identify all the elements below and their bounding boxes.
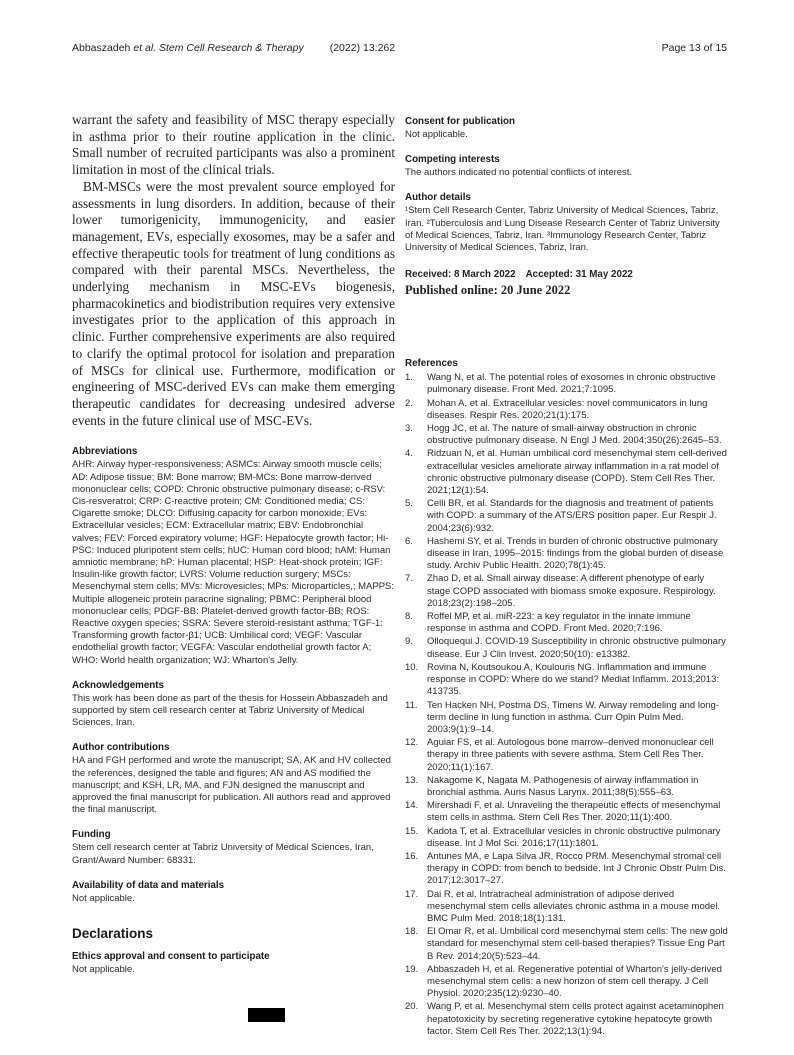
section-heading-competing-interests: Competing interests: [405, 154, 500, 166]
reference-text: Mohan A, et al. Extracellular vesicles: novel communicators in lung diseases. Respir Res. 2020;21(1):175.: [427, 397, 708, 421]
reference-number: 13.: [405, 774, 419, 786]
received-date: Received: 8 March 2022: [405, 269, 516, 281]
section-heading-abbreviations: Abbreviations: [72, 446, 138, 458]
reference-item: [405, 423, 728, 447]
reference-item: [405, 536, 728, 573]
reference-text: Rovina N, Koutsoukou A, Koulouris NG. Inflammation and immune response in COPD: Where do we stand? Mediat Inflamm. 2013;2013: 413735.: [427, 661, 720, 698]
reference-number: 1.: [405, 372, 413, 384]
reference-number: 16.: [405, 850, 419, 862]
reference-number: 20.: [405, 1001, 419, 1013]
reference-text: El Omar R, et al. Umbilical cord mesenchymal stem cells: The new gold standard for mesenchymal stem cell-based therapies? Tissue Eng Part B Rev. 2014;20(5):523–44.: [427, 926, 728, 962]
header-page-number: Page 13 of 15: [661, 42, 727, 54]
reference-text: Kadota T, et al. Extracellular vesicles in chronic obstructive pulmonary disease. Int J Mol Sci. 2016;17(11):1801.: [427, 825, 721, 849]
reference-text: Ten Hacken NH, Postma DS, Timens W. Airway remodeling and long-term decline in lung function in asthma. Curr Opin Pulm Med. 2003;9(1):9–14.: [427, 699, 719, 735]
reference-text: Zhao D, et al. Small airway disease: A different phenotype of early stage COPD associated with biomass smoke exposure. Respirology. 2018;23(2):198–205.: [427, 573, 716, 609]
author-details-text: ¹Stem Cell Research Center, Tabriz University of Medical Sciences, Tabriz, Iran. ²Tuberculosis and Lung Disease Research Center of Tabriz University of Medical Sciences, Tabriz, Iran. ³Immunology Research Center, Tabriz University of Medical Sciences, Tabriz, Iran.: [405, 205, 720, 254]
reference-number: 7.: [405, 573, 413, 585]
reference-text: Hashemi SY, et al. Trends in burden of chronic obstructive pulmonary disease in Iran, 1995–2015: findings from the global burden of disease study. Archiv Public Health. 2020;78(1):45.: [427, 535, 724, 572]
left-column: [72, 112, 395, 976]
reference-item: [405, 573, 728, 610]
article-conclusion-text: [72, 112, 395, 429]
reference-number: 6.: [405, 535, 413, 547]
header-journal: et al. Stem Cell Research & Therapy: [133, 42, 304, 54]
received-accepted-line: [405, 269, 728, 280]
reference-number: 15.: [405, 825, 419, 837]
section-heading-author-details: Author details: [405, 192, 471, 204]
reference-item: [405, 851, 728, 888]
reference-text: Olloquequi J. COVID-19 Susceptibility in chronic obstructive pulmonary disease. Eur J Clin Invest. 2020;50(10): e13382.: [427, 636, 726, 660]
reference-number: 2.: [405, 397, 413, 409]
reference-text: Wang N, et al. The potential roles of exosomes in chronic obstructive pulmonary disease. Front Med. 2021;7:1095.: [427, 372, 716, 396]
reference-number: 9.: [405, 636, 413, 648]
consent-text: Not applicable.: [405, 129, 468, 140]
header-citation: [72, 42, 395, 54]
reference-number: 19.: [405, 963, 419, 975]
article-dates: [405, 269, 728, 298]
section-heading-acknowledgements: Acknowledgements: [72, 679, 165, 691]
section-heading-consent: Consent for publication: [405, 116, 515, 127]
section-heading-author-contributions: Author contributions: [72, 742, 170, 754]
reference-number: 11.: [405, 699, 418, 711]
paragraph: BM-MSCs were the most prevalent source employed for assessments in lung disorders. In addition, because of their lower tumorigenicity, immunogenicity, and easier management, EVs, especially exosomes, may be a safer and effective therapeutic tools for treatment of lung conditions as compared with their parental MSCs. Nevertheless, the underlying mechanism in MSC-EVs biogenesis, pharmacokinetics and biodistribution requires very extensive investigates prior to the application of this approach in clinic. Further comprehensive experiments are also required to clarify the optimal protocol for isolation and preparation of MSCs for clinical use. Furthermore, modification or engineering of MSC-derived EVs can make them emerging therapeutic candidates for decreasing undesired adverse events in the future clinical use of MSC-EVs.: [72, 178, 395, 428]
reference-number: 12.: [405, 737, 419, 749]
reference-item: [405, 448, 728, 497]
reference-text: Hogg JC, et al. The nature of small-airway obstruction in chronic obstructive pulmonary disease. N Engl J Med. 2004;350(26):2645–53.: [427, 423, 722, 447]
reference-item: [405, 800, 728, 824]
reference-item: [405, 498, 728, 535]
reference-text: Celli BR, et al. Standards for the diagnosis and treatment of patients with COPD: a summary of the ATS/ERS position paper. Eur Respir J. 2004;23(6):932.: [427, 498, 717, 534]
reference-text: Ridzuan N, et al. Human umbilical cord mesenchymal stem cell-derived extracellular vesicles ameliorate airway inflammation in a rat model of chronic obstructive pulmonary disease (COPD). Stem Cell Res Ther. 2021;12(1):54.: [427, 448, 727, 497]
reference-item: [405, 775, 728, 799]
reference-text: Antunes MA, e Lapa Silva JR, Rocco PRM. Mesenchymal stromal cell therapy in COPD: from bench to bedside. Int J Chronic Obstr Pulm Dis. 2017;12:3017–27.: [427, 850, 726, 887]
reference-item: [405, 889, 728, 926]
ethics-text: Not applicable.: [72, 964, 135, 976]
reference-item: [405, 700, 728, 737]
accepted-date: Accepted: 31 May 2022: [525, 269, 633, 281]
reference-item: [405, 636, 728, 660]
running-header: [72, 42, 727, 54]
reference-number: 17.: [405, 888, 419, 900]
reference-number: 8.: [405, 611, 413, 623]
references-list: [405, 372, 728, 1038]
reference-item: [405, 964, 728, 1001]
reference-number: 4.: [405, 448, 413, 460]
funding-text: Stem cell research center at Tabriz University of Medical Sciences, Iran, Grant/Award Number: 68331.: [72, 842, 374, 866]
reference-item: [405, 926, 728, 963]
reference-item: [405, 398, 728, 422]
reference-item: [405, 737, 728, 774]
reference-text: Roffel MP, et al. miR-223: a key regulator in the innate immune response in asthma and COPD. Front Med. 2020;7:196.: [427, 611, 691, 635]
competing-interests-text: The authors indicated no potential conflicts of interest.: [405, 167, 633, 179]
reference-item: [405, 611, 728, 635]
right-column: [405, 112, 728, 1039]
reference-number: 18.: [405, 926, 419, 938]
declarations-heading: Declarations: [72, 926, 154, 942]
reference-item: [405, 662, 728, 699]
section-heading-ethics: Ethics approval and consent to participate: [72, 951, 270, 963]
header-authors: Abbaszadeh: [72, 42, 134, 54]
reference-text: Abbaszadeh H, et al. Regenerative potential of Wharton's jelly-derived mesenchymal stem cells: a new horizon of stem cell therapy. J Cell Physiol. 2020;235(12):9230–40.: [427, 963, 722, 1000]
scan-artifact-box: [248, 1008, 285, 1022]
reference-item: [405, 826, 728, 850]
abbreviations-text: AHR: Airway hyper-responsiveness; ASMCs: Airway smooth muscle cells; AD: Adipose tissue; BM: Bone marrow; BM-MCs: Bone marrow-derived mononuclear cells; COPD: Chronic obstructive pulmonary disease; c-RSV: Cis-resveratrol; CRP: C-reactive protein; CM: Conditioned media; CS: Cigarette smoke; DLCO: Diffusing capacity for carbon monoxide; EVs: Extracellular vesicles; ECM: Extracellular matrix; EBV: Endobronchial valves; FEV: Forced expiratory volume; HGF: Hepatocyte growth factor; Hi-PSC: Induced pluripotent stem cells; hUC: Human cord blood; hAM: Human amniotic membrane; hP: Human placental; HSP: Heat-shock protein; IGF: Insulin-like growth factor; LVRS: Volume reduction surgery; MSCs: Mesenchymal stem cells; MVs: Microvesicles; MPs: Microparticles,; MAPPS: Multiple allogeneic protein paracrine signaling; PBMC: Peripheral blood mononuclear cells; PDGF-BB: Platelet-derived growth factor-BB; ROS: Reactive oxygen species; SSRA: Severe steroid-resistant asthma; TGF-1: Transforming growth factor-β1; UCB: Umbilical cord; VEGF: Vascular endothelial growth factor; VEGFA: Vascular endothelial growth factor A; WHO: World health organization; WJ: Wharton's Jelly.: [72, 459, 395, 666]
reference-number: 5.: [405, 498, 413, 510]
section-heading-funding: Funding: [72, 829, 111, 841]
header-volume: (2022) 13:262: [329, 42, 396, 54]
reference-text: Mirershadi F, et al. Unraveling the therapeutic effects of mesenchymal stem cells in asthma. Stem Cell Res Ther. 2020;11(1):400.: [427, 800, 721, 824]
reference-text: Aguiar FS, et al. Autologous bone marrow–derived mononuclear cell therapy in three patients with severe asthma. Stem Cell Res Ther. 2020;11(1):167.: [427, 737, 714, 773]
acknowledgements-text: This work has been done as part of the thesis for Hossein Abbaszadeh and supported by stem cell research center at Tabriz University of Medical Sciences, Iran.: [72, 692, 388, 729]
reference-text: Dai R, et al. Intratracheal administration of adipose derived mesenchymal stem cells alleviates chronic asthma in a mouse model. BMC Pulm Med. 2018;18(1):131.: [427, 888, 721, 924]
reference-item: [405, 1001, 728, 1038]
reference-text: Wang P, et al. Mesenchymal stem cells protect against acetaminophen hepatotoxicity by secreting regenerative cytokine hepatocyte growth factor. Stem Cell Res Ther. 2022;13(1):94.: [427, 1001, 724, 1037]
two-column-body: [72, 112, 728, 1039]
author-contributions-text: HA and FGH performed and wrote the manuscript; SA, AK and HV collected the references, designed the table and figures; AN and AS modified the manuscript; and KSH, LR, MA, and FJN designed the manuscript and approved the final manuscript for publication. All authors read and approved the final manuscript.: [72, 755, 391, 816]
reference-number: 10.: [405, 661, 419, 673]
reference-text: Nakagome K, Nagata M. Pathogenesis of airway inflammation in bronchial asthma. Auris Nasus Larynx. 2011;38(5):555–63.: [427, 774, 699, 798]
reference-item: [405, 372, 728, 396]
reference-number: 3.: [405, 423, 413, 435]
section-heading-availability: Availability of data and materials: [72, 879, 225, 891]
references-heading: References: [405, 358, 458, 370]
reference-number: 14.: [405, 800, 419, 812]
published-online-line: Published online: 20 June 2022: [405, 283, 571, 298]
availability-text: Not applicable.: [72, 892, 135, 904]
paragraph: warrant the safety and feasibility of MSC therapy especially in asthma prior to their routine application in the clinic. Small number of recruited participants was also a prominent limitation in most of the clinical trials.: [72, 112, 395, 178]
